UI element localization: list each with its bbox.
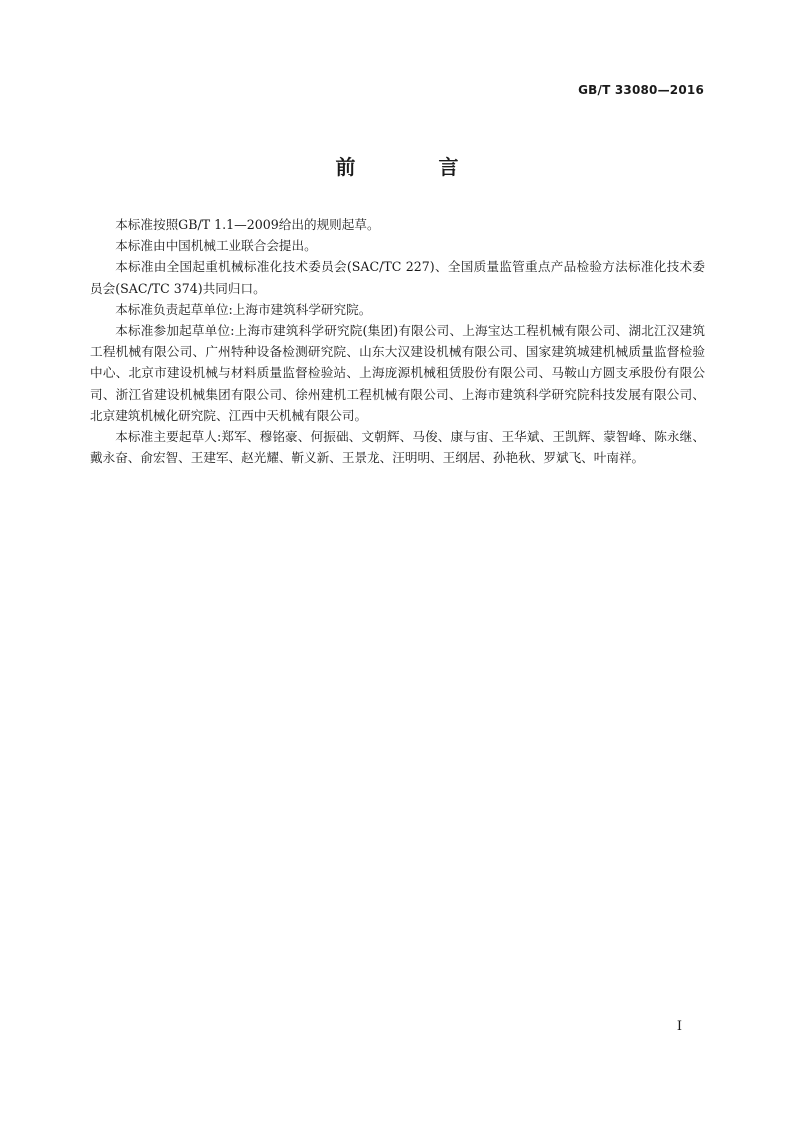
- section-title: 前 言: [335, 155, 497, 179]
- paragraph-proposer: 本标准由中国机械工业联合会提出。: [115, 238, 317, 254]
- page-number: I: [676, 1019, 682, 1034]
- paragraph-main-drafters: 本标准主要起草人:郑军、穆铭豪、何振础、文朝辉、马俊、康与宙、王华斌、王凯辉、蒙智峰、陈永继、戴永奋、俞宏智、王建军、赵光耀、靳义新、王景龙、汪明明、王纲居、孙艳秋、罗斌飞、叶南祥。: [90, 429, 705, 466]
- paragraph-participating-units: 本标准参加起草单位:上海市建筑科学研究院(集团)有限公司、上海宝达工程机械有限公司、湖北江汉建筑工程机械有限公司、广州特种设备检测研究院、山东大汉建设机械有限公司、国家建筑城建机械质量监督检验中心、北京市建设机械与材料质量监督检验站、上海庞源机械租赁股份有限公司、马鞍山方圆支承股份有限公司、浙江省建设机械集团有限公司、徐州建机工程机械有限公司、上海市建筑科学研究院科技发展有限公司、北京建筑机械化研究院、江西中天机械有限公司。: [90, 323, 705, 423]
- paragraph-technical-committee: 本标准由全国起重机械标准化技术委员会(SAC/TC 227)、全国质量监管重点产品检验方法标准化技术委员会(SAC/TC 374)共同归口。: [90, 259, 705, 296]
- paragraph-drafting-rules: 本标准按照GB/T 1.1—2009给出的规则起草。: [115, 217, 380, 232]
- foreword-body: [90, 214, 705, 468]
- standard-code: GB/T 33080—2016: [578, 83, 704, 97]
- paragraph-lead-drafter: 本标准负责起草单位:上海市建筑科学研究院。: [115, 301, 372, 317]
